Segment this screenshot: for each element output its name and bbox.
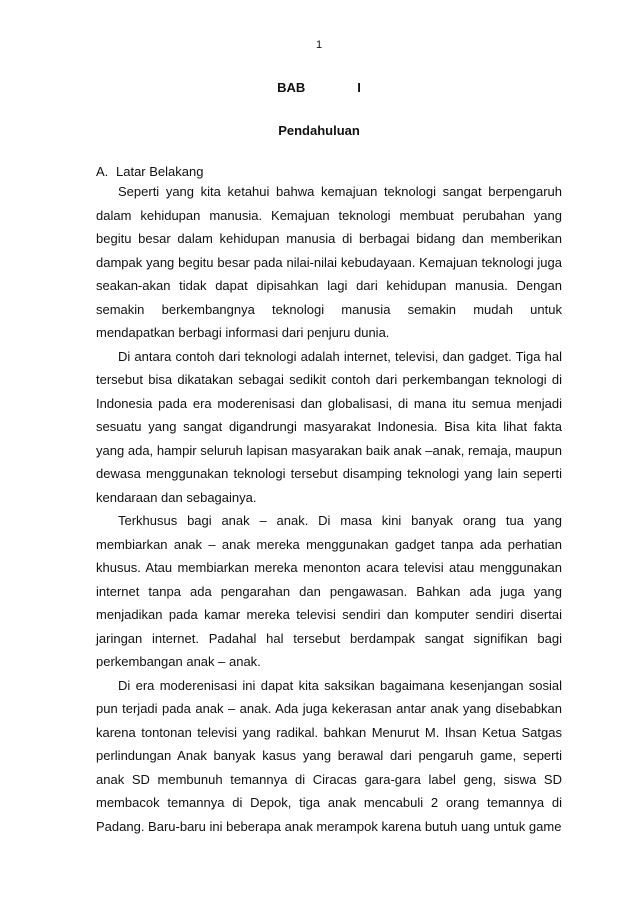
- chapter-heading: [0, 80, 638, 96]
- section-heading: [96, 164, 203, 180]
- page-number: 1: [315, 39, 323, 51]
- paragraph: Terkhusus bagi anak – anak. Di masa kini banyak orang tua yang membiarkan anak – anak mereka menggunakan gadget tanpa ada perhatian khusus. Atau membiarkan mereka menonton acara televisi atau menggunakan internet tanpa ada pengarahan dan pengawasan. Bahkan ada juga yang menjadikan pada kamar mereka televisi sendiri dan komputer sendiri disertai jaringan internet. Padahal hal tersebut berdampak sangat signifikan bagi perkembangan anak – anak.: [96, 513, 562, 669]
- paragraph: Di era moderenisasi ini dapat kita saksikan bagaimana kesenjangan sosial pun terjadi pada anak – anak. Ada juga kekerasan antar anak yang disebabkan karena tontonan televisi yang radikal. bahkan Menurut M. Ihsan Ketua Satgas perlindungan Anak banyak kasus yang berawal dari pengaruh game, seperti anak SD membunuh temannya di Ciracas gara-gara label geng, siswa SD membacok temannya di Depok, tiga anak mencabuli 2 orang temannya di Padang. Baru-baru ini beberapa anak merampok karena butuh uang untuk game: [96, 677, 562, 834]
- chapter-title: Pendahuluan: [278, 123, 360, 138]
- chapter-label: BAB: [277, 80, 306, 95]
- chapter-numeral: I: [357, 80, 361, 95]
- body-text: [96, 180, 562, 838]
- section-letter: A.: [96, 164, 109, 179]
- paragraph: Di antara contoh dari teknologi adalah internet, televisi, dan gadget. Tiga hal tersebut bisa dikatakan sebagai sedikit contoh dari perkembangan teknologi di Indonesia pada era moderenisasi dan globalisasi, di mana itu semua menjadi sesuatu yang sangat digandrungi masyarakat Indonesia. Bisa kita lihat fakta yang ada, hampir seluruh lapisan masyarakan baik anak –anak, remaja, maupun dewasa menggunakan teknologi tersebut disamping teknologi yang lain seperti kendaraan dan sebagainya.: [96, 348, 562, 505]
- section-title: Latar Belakang: [116, 164, 204, 179]
- paragraph: Seperti yang kita ketahui bahwa kemajuan teknologi sangat berpengaruh dalam kehidupan manusia. Kemajuan teknologi membuat perubahan yang begitu besar dalam kehidupan manusia di berbagai bidang dan memberikan dampak yang begitu besar pada nilai-nilai kebudayaan. Kemajuan teknologi juga seakan-akan tidak dapat dipisahkan lagi dari kehidupan manusia. Dengan semakin berkembangnya teknologi manusia semakin mudah untuk mendapatkan berbagi informasi dari penjuru dunia.: [96, 184, 562, 340]
